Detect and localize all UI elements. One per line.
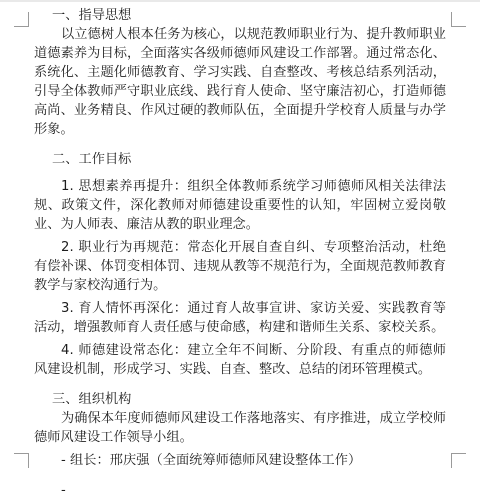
organization-paragraph: 为确保本年度师德师风建设工作落地落实、有序推进，成立学校师德师风建设工作领导小组。	[34, 411, 446, 445]
empty-list-item: -	[61, 483, 66, 498]
goal-item-2: 2. 职业行为再规范：常态化开展自查自纠、专项整治活动，杜绝有偿补课、体罚变相体罚、违规从教等不规范行为，全面规范教师教育教学与家校沟通行为。	[34, 240, 446, 293]
goal-item-4: 4. 师德建设常态化：建立全年不间断、分阶段、有重点的师德师风建设机制，形成学习、实践、自查、整改、总结的闭环管理模式。	[34, 343, 446, 377]
crop-mark-top-right	[451, 12, 466, 27]
crop-mark-top-left	[14, 12, 29, 27]
goal-item-3: 3. 育人情怀再深化：通过育人故事宣讲、家访关爱、实践教育等活动，增强教师育人责任感与使命感，构建和谐师生关系、家校关系。	[34, 301, 446, 335]
crop-mark-bottom-left	[14, 453, 29, 468]
section-heading-guiding-ideology: 一、指导思想	[52, 8, 132, 23]
section-heading-organization: 三、组织机构	[52, 392, 132, 407]
guiding-ideology-paragraph: 以立德树人根本任务为核心，以规范教师职业行为、提升教师职业道德素养为目标，全面落实各级师德师风建设工作部署。通过常态化、系统化、主题化师德教育、学习实践、自查整改、考核总结系列活动，引导全体教师严守职业底线、践行育人使命、坚守廉洁初心，打造师德高尚、业务精良、作风过硬的教师队伍，全面提升学校育人质量与办学形象。	[34, 27, 446, 137]
crop-mark-bottom-right	[451, 453, 466, 468]
document-body	[34, 6, 446, 500]
goal-item-1: 1. 思想素养再提升：组织全体教师系统学习师德师风相关法律法规、政策文件，深化教师对师德建设重要性的认知，牢固树立爱岗敬业、为人师表、廉洁从教的职业理念。	[34, 179, 446, 232]
group-leader-line: - 组长：邢庆强（全面统筹师德师风建设整体工作）	[61, 453, 362, 468]
section-heading-work-goals: 二、工作目标	[52, 152, 132, 167]
top-edge	[0, 0, 480, 2]
